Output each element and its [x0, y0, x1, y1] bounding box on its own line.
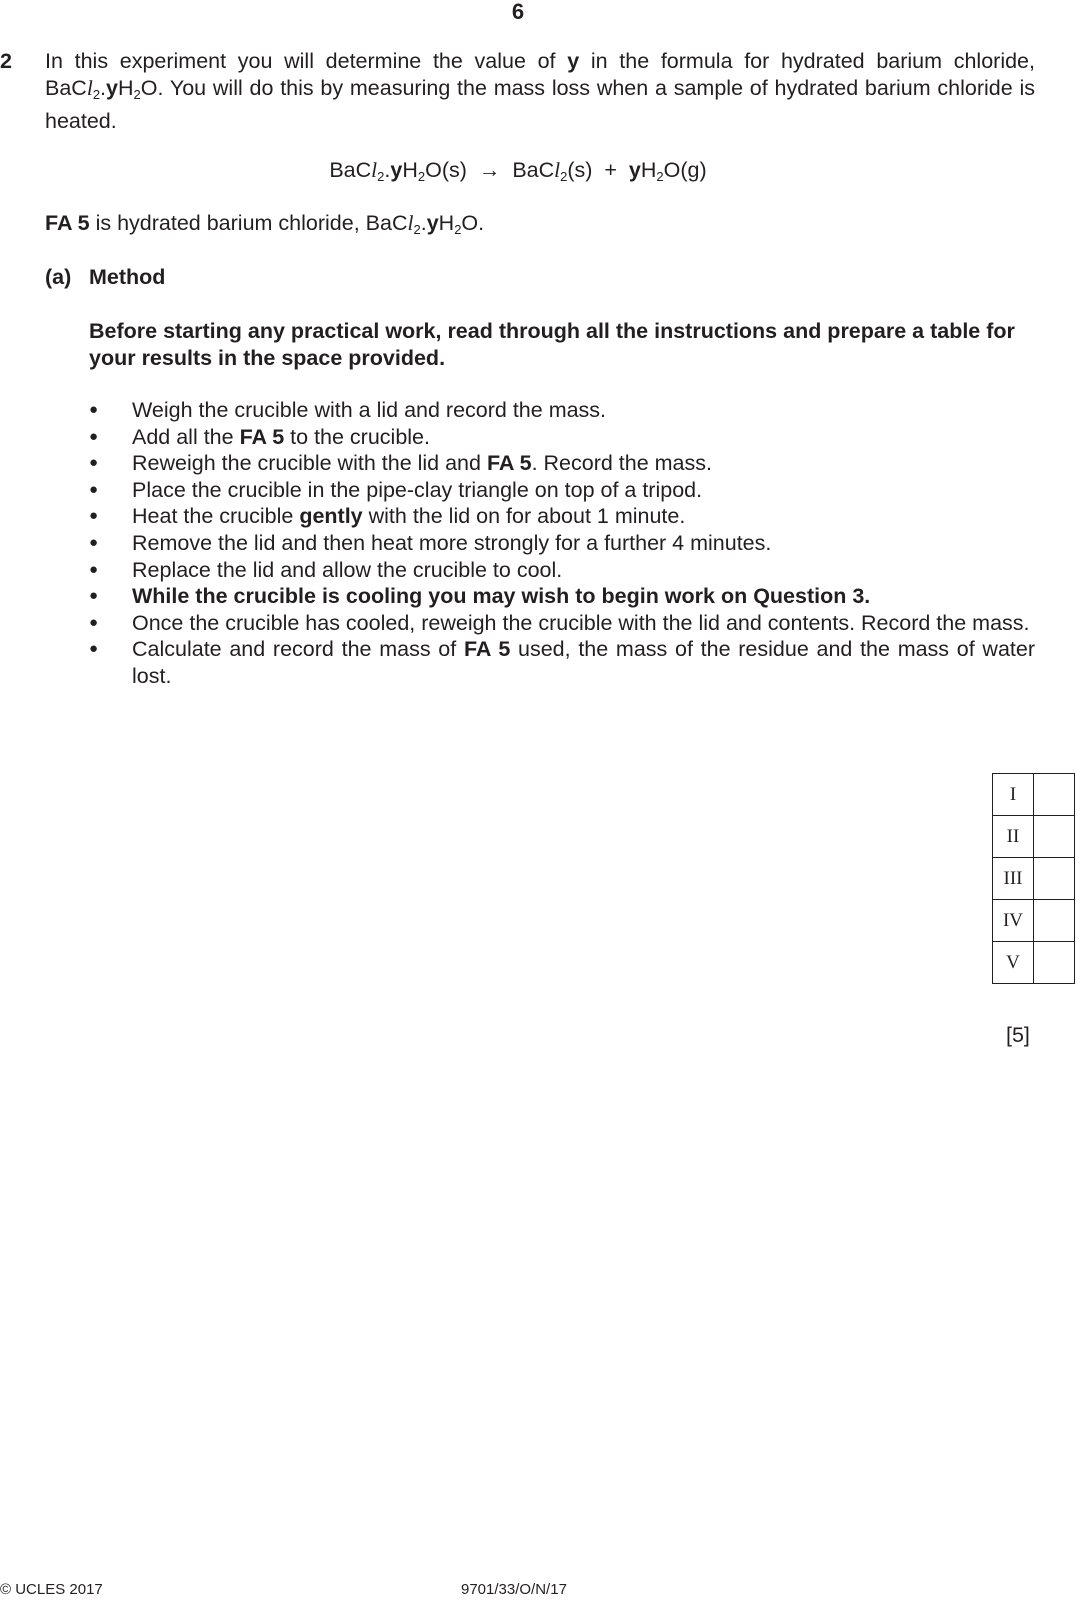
method-step: ● Calculate and record the mass of FA 5 used, the mass of the residue and the mass of water lost.	[89, 637, 1035, 688]
marking-box	[1034, 816, 1075, 858]
marking-row	[993, 900, 1075, 942]
part-a-label: (a)	[45, 265, 72, 289]
marking-row	[993, 816, 1075, 858]
marking-label: III	[993, 858, 1034, 900]
reaction-arrow: →	[478, 158, 501, 182]
marking-box	[1034, 774, 1075, 816]
method-step: ● Heat the crucible gently with the lid on for about 1 minute.	[89, 504, 686, 529]
bullet-icon: ●	[89, 427, 99, 445]
method-step: ● Remove the lid and then heat more strongly for a further 4 minutes.	[89, 530, 772, 555]
marking-box	[1034, 900, 1075, 942]
marking-row	[993, 774, 1075, 816]
marking-box	[1034, 942, 1075, 984]
marking-grid	[992, 773, 1075, 984]
page-number: 6	[511, 0, 525, 24]
method-step: ● Once the crucible has cooled, reweigh the crucible with the lid and contents. Record the mass.	[89, 610, 1030, 635]
total-marks: [5]	[1006, 1023, 1030, 1047]
marking-label: I	[993, 774, 1034, 816]
bullet-icon: ●	[89, 587, 99, 605]
marking-box	[1034, 858, 1075, 900]
method-step: ● Place the crucible in the pipe-clay triangle on top of a tripod.	[89, 477, 703, 502]
method-step: ● Add all the FA 5 to the crucible.	[89, 424, 430, 449]
method-steps	[89, 397, 1035, 690]
part-a-title: Method	[89, 265, 166, 289]
marking-label: IV	[993, 900, 1034, 942]
method-step: ● Weigh the crucible with a lid and record the mass.	[89, 398, 607, 422]
marking-label: V	[993, 942, 1034, 984]
bullet-icon: ●	[89, 533, 99, 551]
fa5-description: FA 5 is hydrated barium chloride, $BaCl_2.yH_2O$.	[45, 211, 485, 237]
method-step: ● Reweigh the crucible with the lid and FA 5. Record the mass.	[89, 451, 712, 476]
bullet-icon: ●	[89, 640, 99, 658]
bullet-icon: ●	[89, 454, 99, 472]
question-number: 2	[0, 49, 12, 73]
marking-label: II	[993, 816, 1034, 858]
marking-row	[993, 942, 1075, 984]
method-step: ● Replace the lid and allow the crucible to cool.	[89, 557, 563, 582]
bullet-icon: ●	[89, 480, 99, 498]
footer-paper-code: 9701/33/O/N/17	[461, 1581, 567, 1598]
bullet-icon: ●	[89, 560, 99, 578]
bullet-icon: ●	[89, 507, 99, 525]
reaction-equation: $BaCl_2.yH_2O(s)$ → BaCl$_2$(s) + $yH_2O(g)$	[329, 158, 707, 184]
method-step: ● While the crucible is cooling you may wish to begin work on Question 3.	[89, 584, 871, 609]
bullet-icon: ●	[89, 613, 99, 631]
bullet-icon: ●	[89, 401, 99, 418]
marking-row	[993, 858, 1075, 900]
question-intro: In this experiment you will determine the value of y in the formula for hydrated barium chloride, $BaCl_2.yH_2O$. You will do this by measuring the mass loss when a sample of hydrated barium chloride is heated.	[45, 49, 1035, 133]
part-a-instruction: Before starting any practical work, read through all the instructions and prepare a table for your results in the space provided.	[89, 319, 1015, 370]
footer-copyright: © UCLES 2017	[0, 1581, 103, 1598]
